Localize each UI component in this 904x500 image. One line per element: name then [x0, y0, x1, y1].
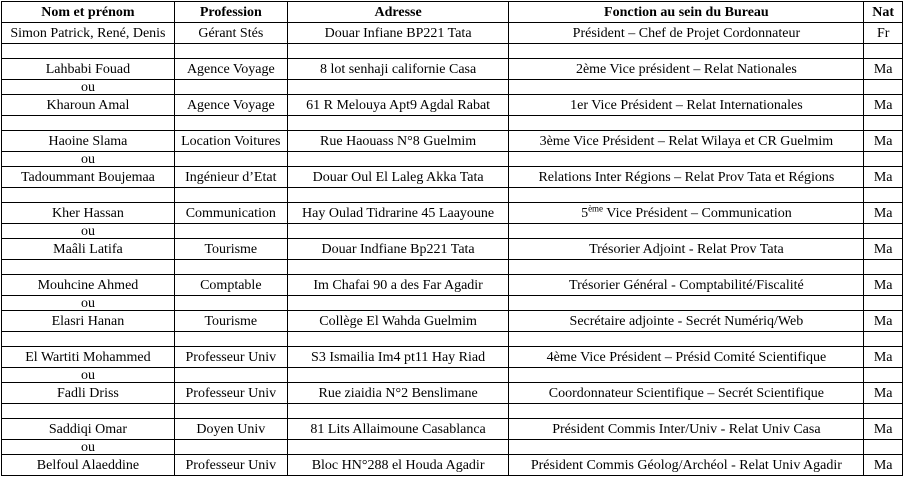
spacer-cell	[864, 404, 903, 419]
spacer-cell	[287, 260, 509, 275]
member-function: Président Commis Inter/Univ - Relat Univ Casa	[509, 419, 864, 440]
member-nationality: Ma	[864, 455, 903, 476]
spacer-cell	[509, 368, 864, 383]
spacer-row	[2, 368, 903, 383]
spacer-cell	[174, 332, 287, 347]
spacer-cell	[174, 80, 287, 95]
spacer-row	[2, 188, 903, 203]
conjunction-label	[2, 404, 175, 419]
spacer-cell	[287, 296, 509, 311]
member-function: Président – Chef de Projet Cordonnateur	[509, 23, 864, 44]
member-address: Douar Indfiane Bp221 Tata	[287, 239, 509, 260]
member-name: Haoine Slama	[2, 131, 175, 152]
member-address: S3 Ismailia Im4 pt11 Hay Riad	[287, 347, 509, 368]
spacer-row	[2, 296, 903, 311]
spacer-cell	[864, 224, 903, 239]
table-row	[2, 347, 903, 368]
spacer-cell	[864, 440, 903, 455]
spacer-cell	[509, 188, 864, 203]
spacer-cell	[864, 188, 903, 203]
spacer-cell	[174, 224, 287, 239]
spacer-cell	[509, 224, 864, 239]
table-row	[2, 311, 903, 332]
member-profession: Comptable	[174, 275, 287, 296]
spacer-cell	[509, 440, 864, 455]
member-name: Mouhcine Ahmed	[2, 275, 175, 296]
spacer-row	[2, 332, 903, 347]
member-address: Collège El Wahda Guelmim	[287, 311, 509, 332]
spacer-cell	[509, 152, 864, 167]
spacer-cell	[509, 296, 864, 311]
spacer-cell	[287, 80, 509, 95]
spacer-cell	[287, 44, 509, 59]
spacer-cell	[287, 440, 509, 455]
table-row	[2, 455, 903, 476]
conjunction-label: ou	[2, 368, 175, 383]
member-profession: Communication	[174, 203, 287, 224]
conjunction-label: ou	[2, 440, 175, 455]
member-nationality: Ma	[864, 59, 903, 80]
table-row	[2, 167, 903, 188]
header-name: Nom et prénom	[2, 2, 175, 23]
member-profession: Ingénieur d’Etat	[174, 167, 287, 188]
member-profession: Agence Voyage	[174, 59, 287, 80]
header-nationality: Nat	[864, 2, 903, 23]
member-profession: Professeur Univ	[174, 455, 287, 476]
spacer-cell	[174, 404, 287, 419]
member-name: Simon Patrick, René, Denis	[2, 23, 175, 44]
spacer-cell	[287, 188, 509, 203]
table-row	[2, 23, 903, 44]
member-function: 1er Vice Président – Relat Internationales	[509, 95, 864, 116]
member-name: Kharoun Amal	[2, 95, 175, 116]
member-name: Saddiqi Omar	[2, 419, 175, 440]
spacer-cell	[174, 188, 287, 203]
member-function: Relations Inter Régions – Relat Prov Tata et Régions	[509, 167, 864, 188]
member-address: Hay Oulad Tidrarine 45 Laayoune	[287, 203, 509, 224]
member-address: Rue ziaidia N°2 Benslimane	[287, 383, 509, 404]
spacer-cell	[509, 80, 864, 95]
member-function: 4ème Vice Président – Présid Comité Scientifique	[509, 347, 864, 368]
member-function	[509, 203, 864, 224]
spacer-cell	[864, 332, 903, 347]
spacer-row	[2, 260, 903, 275]
spacer-cell	[864, 44, 903, 59]
member-address: 61 R Melouya Apt9 Agdal Rabat	[287, 95, 509, 116]
table-row	[2, 239, 903, 260]
spacer-cell	[864, 368, 903, 383]
spacer-row	[2, 116, 903, 131]
member-profession: Professeur Univ	[174, 383, 287, 404]
bureau-members-table	[1, 1, 903, 476]
conjunction-label	[2, 44, 175, 59]
spacer-row	[2, 404, 903, 419]
spacer-cell	[864, 116, 903, 131]
member-address: 8 lot senhaji californie Casa	[287, 59, 509, 80]
table-row	[2, 59, 903, 80]
member-profession: Professeur Univ	[174, 347, 287, 368]
spacer-cell	[509, 116, 864, 131]
spacer-cell	[287, 332, 509, 347]
member-profession: Agence Voyage	[174, 95, 287, 116]
spacer-row	[2, 80, 903, 95]
spacer-cell	[174, 116, 287, 131]
member-address: Douar Oul El Laleg Akka Tata	[287, 167, 509, 188]
header-row	[2, 2, 903, 23]
member-nationality: Ma	[864, 131, 903, 152]
spacer-cell	[864, 80, 903, 95]
spacer-row	[2, 440, 903, 455]
table-row	[2, 383, 903, 404]
member-profession: Tourisme	[174, 239, 287, 260]
member-name: Fadli Driss	[2, 383, 175, 404]
table-row	[2, 275, 903, 296]
member-function: Trésorier Général - Comptabilité/Fiscalité	[509, 275, 864, 296]
spacer-cell	[174, 44, 287, 59]
member-name: Tadoummant Boujemaa	[2, 167, 175, 188]
conjunction-label: ou	[2, 80, 175, 95]
header-address: Adresse	[287, 2, 509, 23]
header-profession: Profession	[174, 2, 287, 23]
member-name: Kher Hassan	[2, 203, 175, 224]
spacer-row	[2, 44, 903, 59]
member-name: El Wartiti Mohammed	[2, 347, 175, 368]
spacer-cell	[174, 152, 287, 167]
spacer-cell	[864, 152, 903, 167]
spacer-cell	[287, 152, 509, 167]
conjunction-label	[2, 260, 175, 275]
spacer-cell	[864, 296, 903, 311]
member-address: Douar Infiane BP221 Tata	[287, 23, 509, 44]
member-nationality: Ma	[864, 275, 903, 296]
member-nationality: Ma	[864, 311, 903, 332]
member-address: 81 Lits Allaimoune Casablanca	[287, 419, 509, 440]
header-function: Fonction au sein du Bureau	[509, 2, 864, 23]
spacer-cell	[287, 116, 509, 131]
member-nationality: Ma	[864, 347, 903, 368]
table-row	[2, 419, 903, 440]
member-profession: Gérant Stés	[174, 23, 287, 44]
member-function: Président Commis Géolog/Archéol - Relat Univ Agadir	[509, 455, 864, 476]
spacer-cell	[174, 296, 287, 311]
table-row	[2, 131, 903, 152]
spacer-cell	[509, 404, 864, 419]
spacer-row	[2, 152, 903, 167]
member-name: Elasri Hanan	[2, 311, 175, 332]
member-address: Im Chafai 90 a des Far Agadir	[287, 275, 509, 296]
spacer-cell	[174, 368, 287, 383]
conjunction-label: ou	[2, 224, 175, 239]
member-function: 2ème Vice président – Relat Nationales	[509, 59, 864, 80]
member-nationality: Ma	[864, 95, 903, 116]
conjunction-label: ou	[2, 152, 175, 167]
member-nationality: Fr	[864, 23, 903, 44]
member-function: Trésorier Adjoint - Relat Prov Tata	[509, 239, 864, 260]
member-nationality: Ma	[864, 203, 903, 224]
member-nationality: Ma	[864, 383, 903, 404]
conjunction-label	[2, 188, 175, 203]
spacer-cell	[509, 260, 864, 275]
spacer-cell	[287, 404, 509, 419]
function-text: Vice Président – Communication	[603, 205, 792, 221]
spacer-cell	[287, 368, 509, 383]
member-address: Bloc HN°288 el Houda Agadir	[287, 455, 509, 476]
spacer-cell	[174, 440, 287, 455]
member-profession: Doyen Univ	[174, 419, 287, 440]
function-ordinal-suffix: ème	[588, 202, 604, 213]
conjunction-label: ou	[2, 296, 175, 311]
conjunction-label	[2, 116, 175, 131]
member-nationality: Ma	[864, 167, 903, 188]
member-function: Secrétaire adjointe - Secrét Numériq/Web	[509, 311, 864, 332]
conjunction-label	[2, 332, 175, 347]
member-nationality: Ma	[864, 419, 903, 440]
spacer-cell	[174, 260, 287, 275]
table-row	[2, 203, 903, 224]
function-ordinal: 5	[581, 205, 589, 221]
member-address: Rue Haouass N°8 Guelmim	[287, 131, 509, 152]
member-name: Belfoul Alaeddine	[2, 455, 175, 476]
spacer-cell	[509, 332, 864, 347]
member-profession: Location Voitures	[174, 131, 287, 152]
spacer-row	[2, 224, 903, 239]
table-row	[2, 95, 903, 116]
member-function: Coordonnateur Scientifique – Secrét Scientifique	[509, 383, 864, 404]
member-name: Lahbabi Fouad	[2, 59, 175, 80]
member-profession: Tourisme	[174, 311, 287, 332]
spacer-cell	[509, 44, 864, 59]
spacer-cell	[864, 260, 903, 275]
member-name: Maâli Latifa	[2, 239, 175, 260]
spacer-cell	[287, 224, 509, 239]
member-nationality: Ma	[864, 239, 903, 260]
member-function: 3ème Vice Président – Relat Wilaya et CR Guelmim	[509, 131, 864, 152]
